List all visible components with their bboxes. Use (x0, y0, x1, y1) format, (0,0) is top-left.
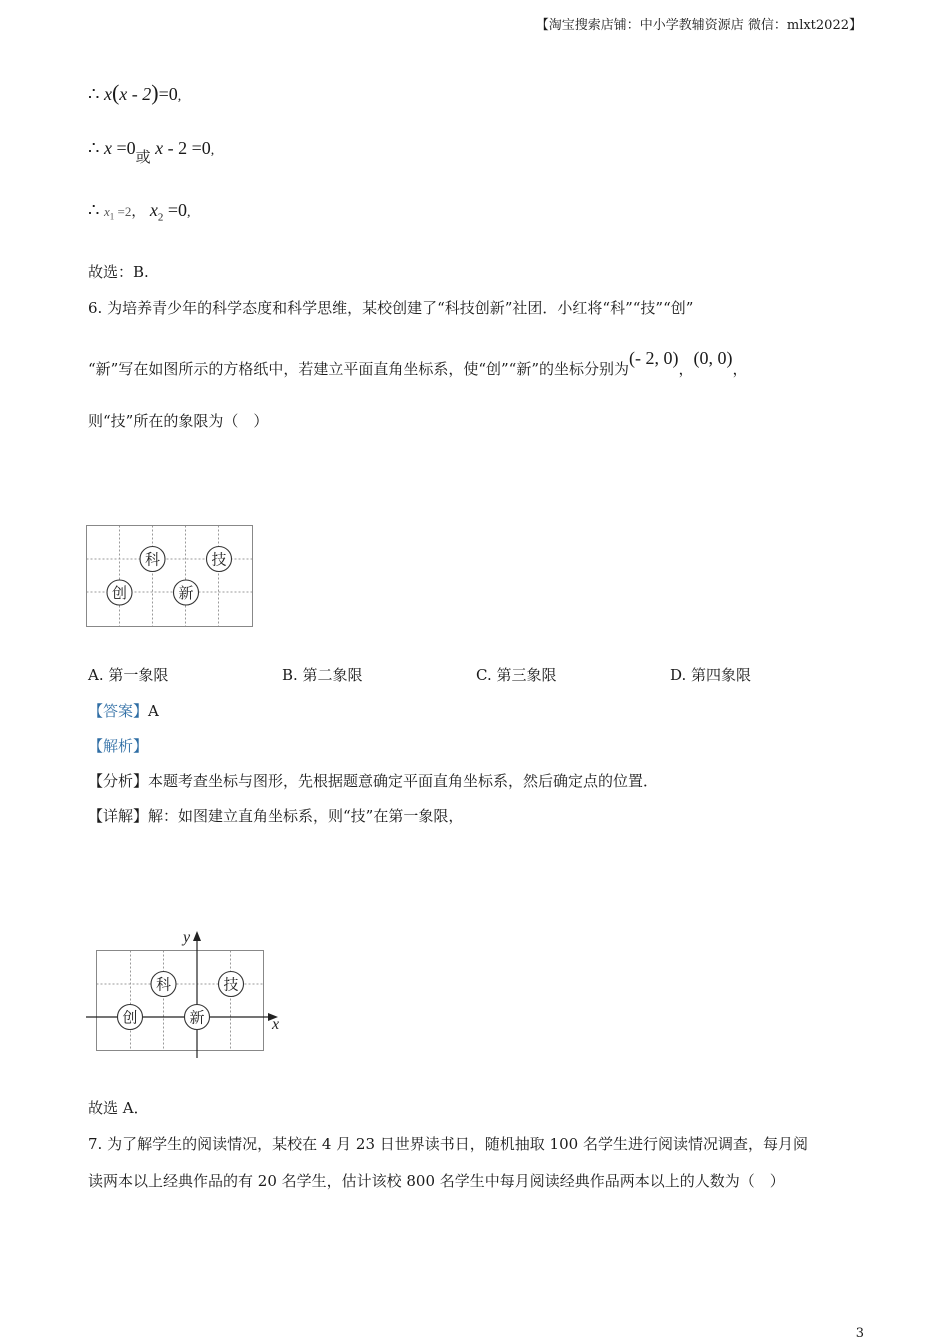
page-number: 3 (855, 1326, 864, 1341)
q6-stem-line-3: 则“技”所在的象限为（ ） (88, 412, 269, 430)
answer-tag: 【答案】 (88, 702, 149, 720)
answer-value: A (148, 702, 159, 720)
coord-chuang: (- 2, 0) (629, 348, 679, 368)
x-axis-label: x (272, 1016, 280, 1033)
q7-stem-line-1: 7. 为了解学生的阅读情况，某校在 4 月 23 日世界读书日，随机抽取 100 名学生进行阅读情况调查，每月阅 (88, 1135, 808, 1153)
step-line-2: ∴ $x =0_或$ x - 2 =0, (88, 138, 215, 166)
step-line-1: ∴ x(x - 2)=0, (88, 80, 182, 105)
fenxi-line: 【分析】本题考查坐标与图形，先根据题意确定平面直角坐标系，然后确定点的位置． (88, 772, 659, 790)
coord-xin: (0, 0) (693, 348, 733, 368)
label-ke: 科 (144, 550, 161, 569)
coordinate-figure (86, 928, 286, 1062)
analysis-tag: 【解析】 (88, 737, 149, 755)
grid-figure (86, 525, 256, 629)
label-chuang: 创 (111, 584, 128, 602)
q6-stem-line-1: 6. 为培养青少年的科学态度和科学思维，某校创建了“科技创新”社团．小红将“科”“技”“创” (88, 299, 694, 317)
q6-stem-line-2: “新”写在如图所示的方格纸中，若建立平面直角坐标系，使“创”“新”的坐标分别为(- 2, 0)，(0, 0)， (88, 348, 748, 378)
or-word: 或 (135, 150, 151, 166)
q5-answer: 故选：B. (88, 263, 149, 281)
therefore-symbol: ∴ (88, 138, 100, 158)
label-xin: 新 (178, 584, 194, 602)
var-x: x (103, 84, 112, 104)
label-xin: 新 (189, 1008, 205, 1027)
label-ji: 技 (211, 550, 227, 569)
expr-inner: x - 2 (119, 84, 152, 104)
xiangjie-line: 【详解】解：如图建立直角坐标系，则“技”在第一象限， (88, 807, 464, 825)
q6-conclusion: 故选 A． (88, 1099, 149, 1117)
label-chuang: 创 (122, 1008, 138, 1027)
step-line-3: ∴ $x_1 =2$， $x_2 =0$, (88, 200, 191, 224)
option-c: C. 第三象限 (476, 666, 557, 684)
option-d: D. 第四象限 (670, 666, 752, 684)
label-ke: 科 (155, 975, 172, 994)
q7-stem-line-2: 读两本以上经典作品的有 20 名学生，估计该校 800 名学生中每月阅读经典作品两本以上的人数为（ ） (88, 1172, 785, 1190)
option-b: B. 第二象限 (282, 666, 363, 684)
therefore-symbol: ∴ (88, 84, 100, 104)
therefore-symbol: ∴ (88, 200, 100, 220)
answer-line (88, 700, 159, 721)
label-ji: 技 (223, 975, 239, 994)
option-a: A. 第一象限 (88, 666, 169, 684)
page-header: 【淘宝搜索店铺：中小学教辅资源店 微信：mlxt2022】 (535, 18, 862, 33)
y-axis-label: y (183, 929, 191, 946)
